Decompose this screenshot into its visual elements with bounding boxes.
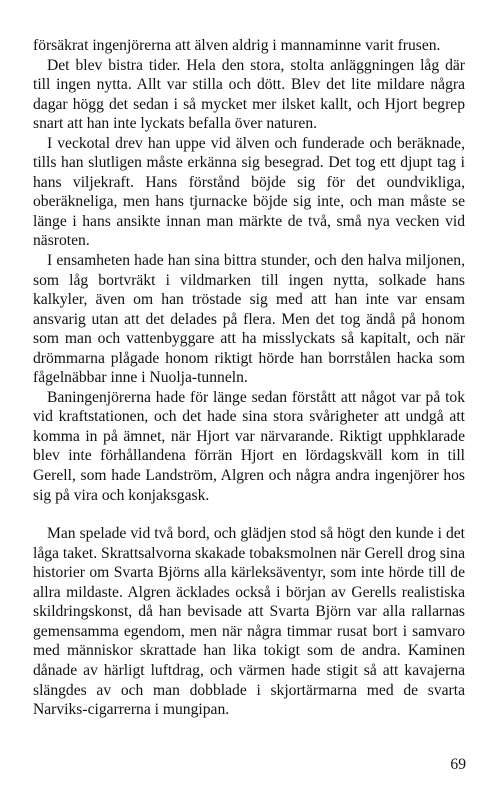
paragraph: I veckotal drev han uppe vid älven och funderade och beräknade, tills han slutligen måste erkänna sig besegrad. Det tog ett djupt tag i hans viljekraft. Hans förstånd böjde sig för det oundvikliga, oberäkneliga, men hans tjurnacke böjde sig inte, och man måste se länge i hans ansikte innan man märkte de två, små nya vecken vid näsroten. (33, 134, 465, 250)
paragraph: Det blev bistra tider. Hela den stora, stolta anläggningen låg där till ingen nytta. Allt var stilla och dött. Blev det lite mildare några dagar högg det sedan i så mycket mer ilsket kallt, och Hjort begrep snart att han inte lyckats befalla över naturen. (33, 56, 465, 133)
paragraph-section-start: Man spelade vid två bord, och glädjen stod så högt den kunde i det låga taket. Skrattsalvorna skakade tobaksmolnen när Gerell drog sina historier om Svarta Björns alla kärleksäventyr, som inte hörde till de allra mildaste. Algren äcklades också i början av Gerells realistiska skildringskonst, då han bevisade att Svarta Björn var alla rallarnas gemensamma egendom, men när några timmar rusat bort i samvaro med människor skrattade han lika tokigt som de andra. Kaminen dånade av härligt luftdrag, och värmen hade stigit så att kavajerna slängdes av och man dobblade i skjortärmarna med de svarta Narviks-cigarrerna i mungipan. (33, 525, 465, 719)
paragraph: Baningenjörerna hade för länge sedan förstått att något var på tok vid kraftstationen, och det hade sina stora svårigheter att undgå att komma in på ämnet, när Hjort var närvarande. Riktigt upphklarade blev inte förhållandena förrän Hjort en lördagskväll kom in till Gerell, som hade Landström, Algren och några andra ingenjörer hos sig på vira och konjaksgask. (33, 388, 465, 504)
page-number: 69 (450, 756, 466, 773)
page-text-block (33, 36, 465, 720)
paragraph-continuation: försäkrat ingenjörerna att älven aldrig i mannaminne varit frusen. (33, 37, 441, 54)
paragraph: I ensamheten hade han sina bittra stunder, och den halva miljonen, som låg bortvräkt i vildmarken till ingen nytta, solkade hans kalkyler, även om han tröstade sig med att han inte var ensam ansvarig utan att det delades på flera. Men det tog ändå på honom som man och vattenbyggare att ha misslyckats så kapitalt, och när drömmarna plågade honom riktigt hörde han borrstålen hacka som fågelnäbbar inne i Nuolja-tunneln. (33, 252, 465, 387)
